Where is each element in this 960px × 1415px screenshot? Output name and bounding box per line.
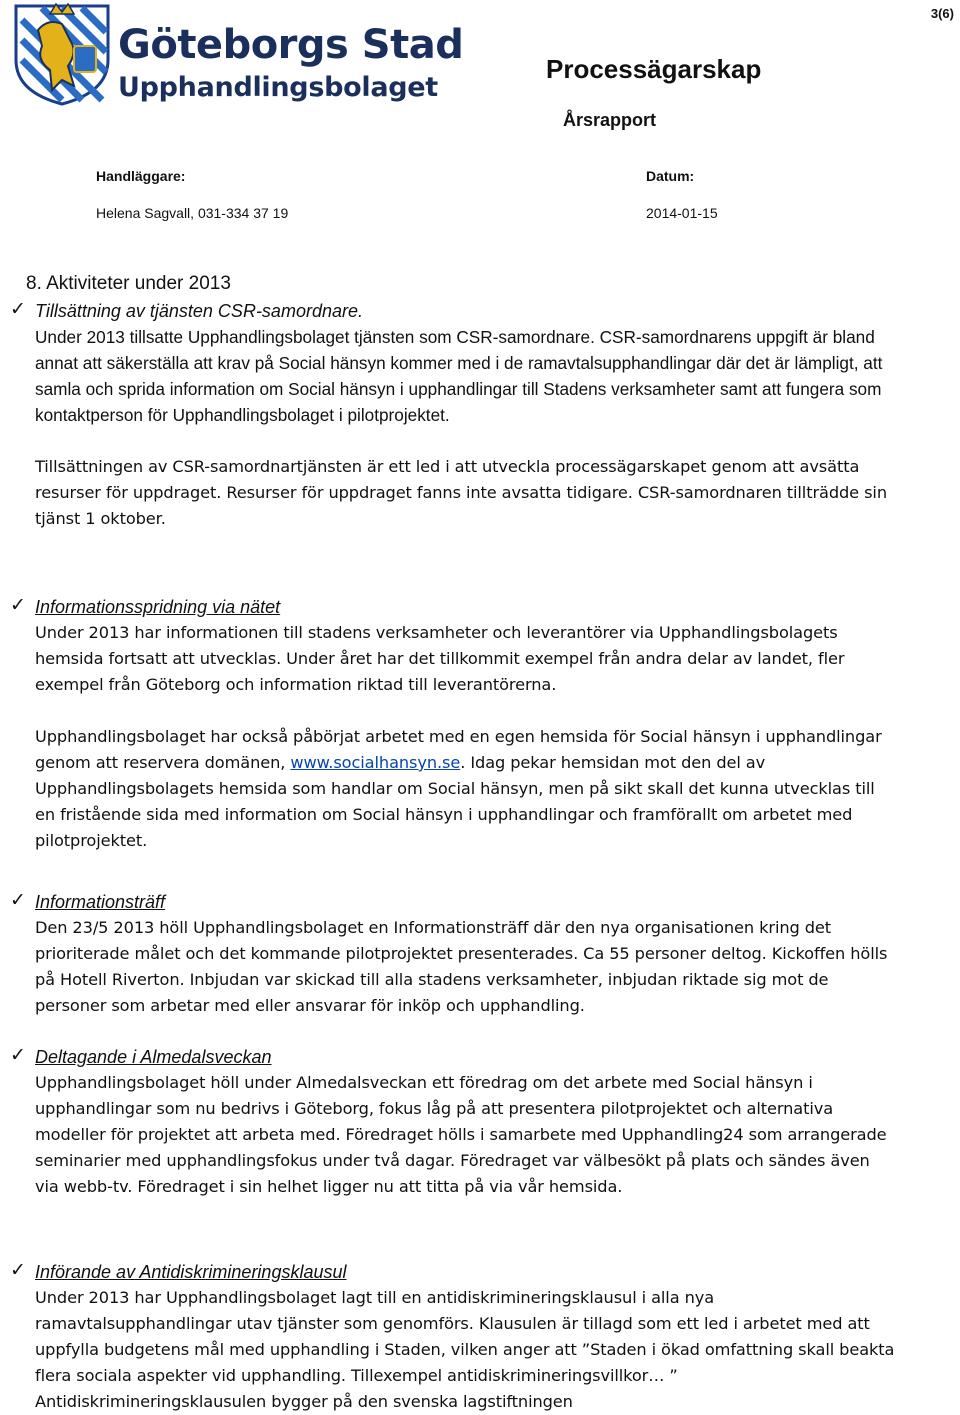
paragraph-text: . Idag pekar hemsidan mot den del av Upphandlingsbolagets hemsida som handlar om Social hänsyn, men på sikt skall det kunna utvecklas till en fristående sida med information om Social hänsyn i upphandlingar och framförallt om arbetet med pilotprojektet. [35, 753, 875, 850]
activity-item [10, 1259, 960, 1415]
activity-paragraph: Under 2013 tillsatte Upphandlingsbolaget tjänsten som CSR-samordnare. CSR-samordnarens uppgift är bland annat att säkerställa att krav på Social hänsyn kommer med i de ramavtalsupphandlingar där det är lämpligt, att samla och sprida information om Social hänsyn i upphandlingar till Stadens verksamheter samt att fungera som kontaktperson för Upphandlingsbolaget i pilotprojektet. [35, 327, 883, 425]
activity-paragraph: Upphandlingsbolaget höll under Almedalsveckan ett föredrag om det arbete med Social hänsyn i upphandlingar som nu bedrivs i Göteborg, fokus låg på att presentera pilotprojektet och alternativa modeller för projektet att arbeta med. Föredraget hölls i samarbete med Upphandling24 som arrangerade seminarier med upphandlingsfokus under två dagar. Föredraget var välbesökt på plats och sändes även via webb-tv. Föredraget i sin helhet ligger nu att titta på via vår hemsida. [35, 1073, 887, 1196]
activity-title: Informationsspridning via nätet [35, 597, 281, 617]
activity-paragraph: Under 2013 har Upphandlingsbolaget lagt till en antidiskrimineringsklausul i alla nya ramavtalsupphandlingar utav tjänster som genomförs. Klausulen är tillagd som ett led i arbetet med att uppfylla budgetens mål med upphandling i Staden, vilken anger att ”Staden i ökad omfattning skall beakta flera sociala aspekter vid upphandling. Tillexempel antidiskrimineringsvillkor… ” Antidiskrimineringsklausulen bygger på den svenska lagstiftningen [35, 1288, 895, 1411]
paragraph-text: Upphandlingsbolaget har också påbörjat arbetet med en egen hemsida för Social hänsyn i upphandlingar genom att reservera domänen, [35, 727, 882, 772]
checkmark-icon: ✓ [10, 1044, 26, 1066]
activity-paragraph [35, 724, 895, 854]
section-heading: 8. Aktiviteter under 2013 [26, 273, 231, 294]
checkmark-icon: ✓ [10, 594, 26, 616]
activity-paragraph: Tillsättningen av CSR-samordnartjänsten är ett led i att utveckla processägarskapet genom att avsätta resurser för uppdraget. Resurser för uppdraget fanns inte avsatta tidigare. CSR-samordnaren tillträdde sin tjänst 1 oktober. [35, 457, 887, 528]
checkmark-icon: ✓ [10, 298, 26, 320]
activity-title: Informationsträff [35, 892, 166, 912]
checkmark-icon: ✓ [10, 1259, 26, 1281]
activity-paragraph: Den 23/5 2013 höll Upphandlingsbolaget en Informationsträff där den nya organisationen kring det prioriterade målet och det kommande pilotprojektet presenterades. Ca 55 personer deltog. Kickoffen hölls på Hotell Riverton. Inbjudan var skickad till alla stadens verksamheter, inbjudan riktade sig mot de personer som arbetar med eller ansvarar för inköp och upphandling. [35, 918, 888, 1015]
activity-item [10, 1044, 960, 1200]
activity-title: Deltagande i Almedalsveckan [35, 1047, 272, 1067]
checkmark-icon: ✓ [10, 889, 26, 911]
handler-value: Helena Sagvall, 031-334 37 19 [96, 205, 289, 221]
handler-label: Handläggare: [96, 168, 186, 184]
page-number: 3(6) [930, 6, 954, 21]
website-link[interactable]: www.socialhansyn.se [290, 753, 461, 772]
activity-title: Införande av Antidiskrimineringsklausul [35, 1262, 347, 1282]
date-value: 2014-01-15 [646, 205, 718, 221]
activity-item [10, 594, 960, 854]
date-label: Datum: [646, 168, 695, 184]
document-title: Processägarskap [546, 54, 762, 84]
activity-paragraph: Under 2013 har informationen till stadens verksamheter och leverantörer via Upphandlingsbolagets hemsida fortsatt att utvecklas. Under året har det tillkommit exempel från andra delar av landet, fler exempel från Göteborg och information riktad till leverantörerna. [35, 623, 845, 694]
coat-of-arms-icon [8, 0, 116, 108]
activity-title: Tillsättning av tjänsten CSR-samordnare. [35, 301, 363, 321]
activity-item [10, 298, 960, 532]
document-subtitle: Årsrapport [563, 110, 657, 130]
activity-item [10, 889, 960, 1019]
org-department: Upphandlingsbolaget [118, 72, 438, 103]
org-name: Göteborgs Stad [118, 22, 464, 68]
